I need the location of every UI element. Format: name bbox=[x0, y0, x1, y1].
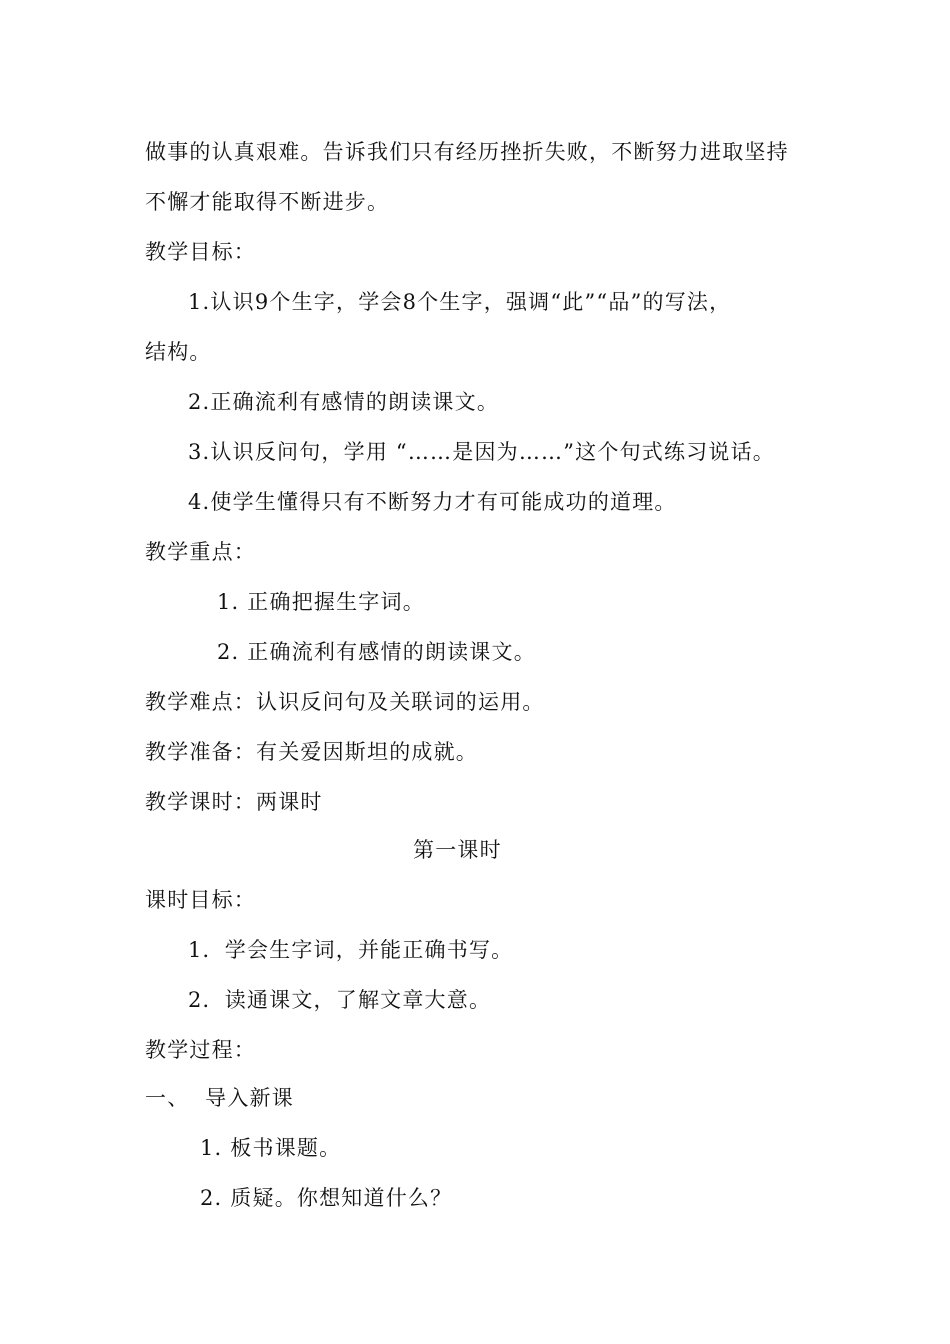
goal-item-1: 1.认识9个生字，学会8个生字，强调“此”“品”的写法， bbox=[188, 290, 732, 314]
periods-line: 教学课时：两课时 bbox=[145, 790, 323, 814]
lesson-goal-2: 2．读通课文，了解文章大意。 bbox=[188, 988, 492, 1012]
lesson-goal-1: 1．学会生字词，并能正确书写。 bbox=[188, 938, 514, 962]
process-heading: 教学过程： bbox=[145, 1038, 256, 1062]
section-one-heading: 一、 导入新课 bbox=[145, 1086, 294, 1110]
section-one-step-2: 2. 质疑。你想知道什么？ bbox=[200, 1186, 453, 1210]
goal-item-1-continued: 结构。 bbox=[145, 340, 212, 364]
intro-line-2: 不懈才能取得不断进步。 bbox=[145, 190, 390, 214]
preparation-line: 教学准备：有关爱因斯坦的成就。 bbox=[145, 740, 478, 764]
intro-line-1: 做事的认真艰难。告诉我们只有经历挫折失败，不断努力进取坚持 bbox=[145, 140, 789, 164]
goals-heading: 教学目标： bbox=[145, 240, 256, 264]
lesson-goals-heading: 课时目标： bbox=[145, 888, 256, 912]
goal-item-3: 3.认识反问句，学用 “……是因为……”这个句式练习说话。 bbox=[188, 440, 775, 464]
section-one-step-1: 1. 板书课题。 bbox=[200, 1136, 342, 1160]
difficulty-line: 教学难点：认识反问句及关联词的运用。 bbox=[145, 690, 545, 714]
goal-item-4: 4.使学生懂得只有不断努力才有可能成功的道理。 bbox=[188, 490, 677, 514]
lesson-title: 第一课时 bbox=[413, 838, 502, 862]
key-points-heading: 教学重点： bbox=[145, 540, 256, 564]
key-point-1: 1. 正确把握生字词。 bbox=[217, 590, 425, 614]
goal-item-2: 2.正确流利有感情的朗读课文。 bbox=[188, 390, 500, 414]
key-point-2: 2. 正确流利有感情的朗读课文。 bbox=[217, 640, 536, 664]
